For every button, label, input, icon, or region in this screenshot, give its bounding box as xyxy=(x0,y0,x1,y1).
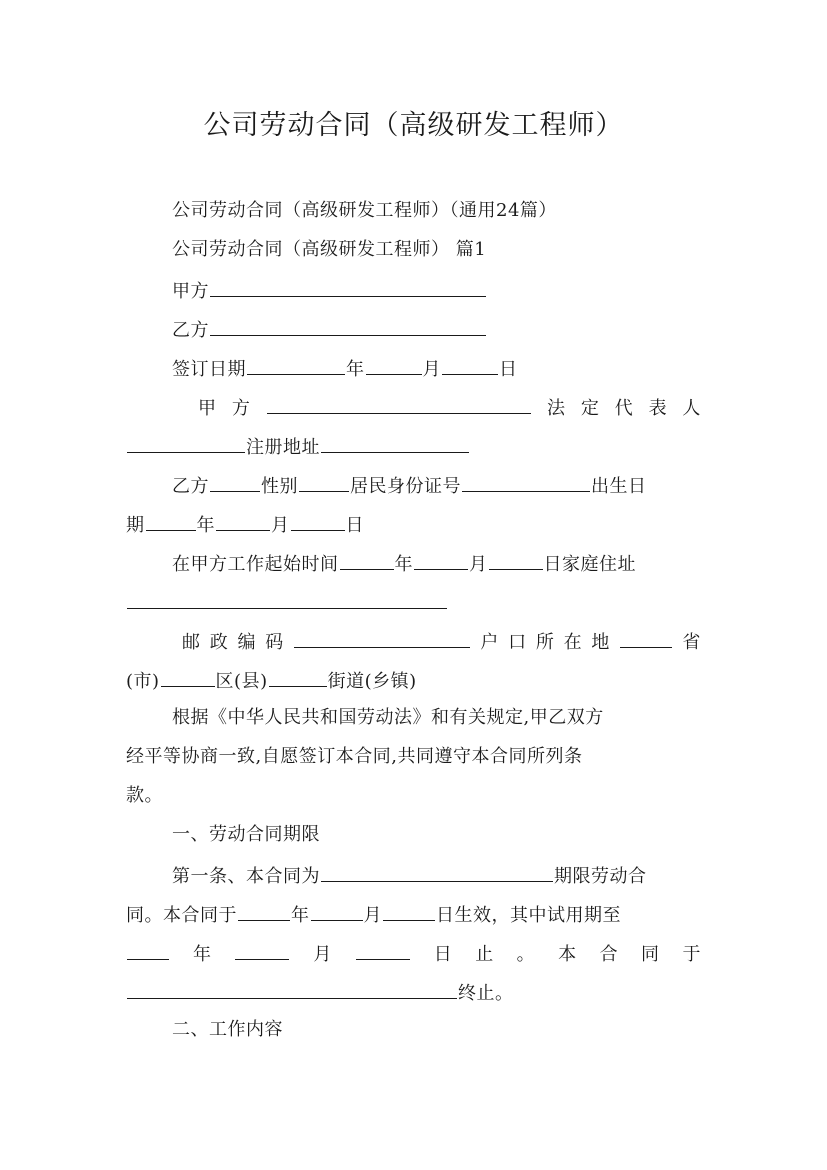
section-heading-2: 二、工作内容 xyxy=(172,1019,283,1040)
start-day-blank xyxy=(489,549,543,570)
household-line: (市) 区(县) 街道(乡镇) xyxy=(126,666,701,695)
start-date-line: 在甲方工作起始时间 年 月 日家庭住址 xyxy=(126,549,701,578)
start-month-blank xyxy=(414,549,468,570)
legal-rep-blank xyxy=(127,432,245,453)
birth-month-blank xyxy=(216,510,270,531)
birth-day-blank xyxy=(291,510,345,531)
party-a-blank xyxy=(210,276,486,297)
document-title: 公司劳动合同（高级研发工程师） xyxy=(203,110,624,141)
party-b-blank xyxy=(210,315,486,336)
gender-blank xyxy=(299,471,349,492)
party-a-rep-line: 甲 方 法 定 代 表 人 xyxy=(126,393,701,422)
paragraph-line-3: 款。 xyxy=(126,785,163,806)
province-blank xyxy=(620,627,672,648)
subtitle-line: 公司劳动合同（高级研发工程师）（通用24篇） xyxy=(172,200,557,221)
end-date-blank xyxy=(127,978,457,999)
sign-year-blank xyxy=(247,354,345,375)
article-1-line-2: 同。本合同于 年 月 日生效，其中试用期至 xyxy=(126,900,701,929)
effective-day-blank xyxy=(383,900,435,921)
party-a-line: 甲方 xyxy=(126,276,701,305)
paragraph-line-1: 根据《中华人民共和国劳动法》和有关规定,甲乙双方 xyxy=(172,707,604,728)
sign-date-line: 签订日期 年 月 日 xyxy=(126,354,701,383)
sign-month-blank xyxy=(366,354,422,375)
paragraph-line-2: 经平等协商一致,自愿签订本合同,共同遵守本合同所列条 xyxy=(126,746,583,767)
birth-date-line: 期 年 月 日 xyxy=(126,510,701,539)
sign-day-blank xyxy=(442,354,498,375)
id-number-blank xyxy=(462,471,590,492)
article-1-line-3: 年 月 日 止 。 本 合 同 于 xyxy=(126,939,701,968)
term-type-blank xyxy=(321,861,553,882)
chapter-heading: 公司劳动合同（高级研发工程师） 篇1 xyxy=(172,239,487,260)
probation-day-blank xyxy=(356,939,410,960)
home-address-blank xyxy=(127,588,447,609)
reg-address-line: 注册地址 xyxy=(126,432,701,461)
county-blank xyxy=(269,666,327,687)
party-b-name-blank xyxy=(210,471,260,492)
party-b-line: 乙方 xyxy=(126,315,701,344)
reg-address-blank xyxy=(321,432,469,453)
home-address-line xyxy=(126,588,701,617)
postcode-line: 邮 政 编 码 户 口 所 在 地 省 xyxy=(126,627,701,656)
effective-year-blank xyxy=(238,900,290,921)
effective-month-blank xyxy=(311,900,363,921)
article-1-line-4: 终止。 xyxy=(126,978,701,1007)
party-a-name-blank xyxy=(267,393,531,414)
probation-year-blank xyxy=(127,939,169,960)
start-year-blank xyxy=(340,549,394,570)
party-b-info-line: 乙方 性别 居民身份证号 出生日 xyxy=(126,471,701,500)
birth-year-blank xyxy=(146,510,196,531)
city-blank xyxy=(161,666,215,687)
postcode-blank xyxy=(294,627,470,648)
section-heading-1: 一、劳动合同期限 xyxy=(172,824,320,845)
probation-month-blank xyxy=(235,939,289,960)
article-1-line-1: 第一条、本合同为 期限劳动合 xyxy=(126,861,701,890)
